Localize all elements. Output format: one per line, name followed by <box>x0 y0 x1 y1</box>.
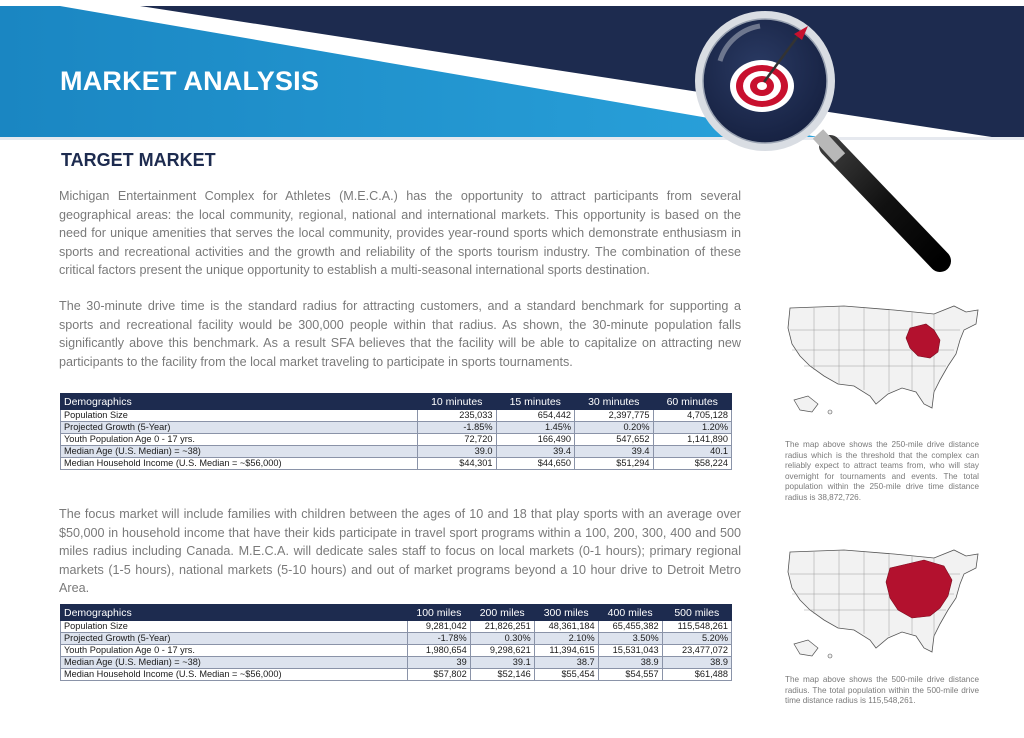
table-row <box>61 633 732 645</box>
column-header: 60 minutes <box>653 394 732 410</box>
table-cell: 2.10% <box>534 633 598 645</box>
table-row <box>61 657 732 669</box>
row-label: Population Size <box>61 410 418 422</box>
table-row <box>61 410 732 422</box>
table-cell: 15,531,043 <box>598 645 662 657</box>
table-cell: 9,298,621 <box>470 645 534 657</box>
row-label: Median Household Income (U.S. Median = ~$56,000) <box>61 458 418 470</box>
table-cell: 1.45% <box>496 422 575 434</box>
table-cell: 547,652 <box>575 434 654 446</box>
table-row <box>61 458 732 470</box>
column-header: 100 miles <box>408 605 471 621</box>
page-title: MARKET ANALYSIS <box>60 66 320 96</box>
table-cell: 40.1 <box>653 446 732 458</box>
table-cell: 4,705,128 <box>653 410 732 422</box>
table-cell: 65,455,382 <box>598 621 662 633</box>
table-row <box>61 645 732 657</box>
drive-time-paragraph: The 30-minute drive time is the standard radius for attracting customers, and a standard benchmark for supporting a sports and recreational facility would be 300,000 people within that radius. As shown, the 30-minute population falls significantly above this benchmark. As a result SFA believes that the facility will be able to capitalize on attracting new participants to the facility from the local market traveling to participate in sports tournaments. <box>59 299 741 369</box>
table-cell: $55,454 <box>534 669 598 681</box>
table-cell: $44,301 <box>418 458 497 470</box>
table-cell: $61,488 <box>662 669 731 681</box>
focus-market-paragraph: The focus market will include families with children between the ages of 10 and 18 that play sports with an average over $50,000 in household income that have their kids participate in travel sport programs within a 100, 200, 300, 400 and 500 miles radius including Canada. M.E.C.A. will dedicate sales staff to focus on local markets (0-1 hours); primary regional markets (1-5 hours), national markets (5-10 hours) and out of market programs beyond a 10 hour drive to Detroit Metro Area. <box>59 507 741 596</box>
table-row <box>61 621 732 633</box>
table-cell: 3.50% <box>598 633 662 645</box>
table-cell: $57,802 <box>408 669 471 681</box>
table-cell: 38.9 <box>598 657 662 669</box>
row-label: Projected Growth (5-Year) <box>61 633 408 645</box>
row-label: Median Age (U.S. Median) = ~38) <box>61 446 418 458</box>
table-cell: 72,720 <box>418 434 497 446</box>
table-cell: 654,442 <box>496 410 575 422</box>
column-header: 10 minutes <box>418 394 497 410</box>
column-header: 15 minutes <box>496 394 575 410</box>
table-header-row <box>61 605 732 621</box>
table-cell: 0.30% <box>470 633 534 645</box>
table-cell: 39.4 <box>575 446 654 458</box>
table-row <box>61 434 732 446</box>
column-header: 500 miles <box>662 605 731 621</box>
map-250-caption: The map above shows the 250-mile drive distance radius which is the threshold that the complex can reliably expect to attract teams from, who will stay overnight for tournaments and events. The total population within the 250-mile drive time distance radius is 38,872,726. <box>785 440 979 502</box>
table-cell: 38.9 <box>662 657 731 669</box>
table-cell: $52,146 <box>470 669 534 681</box>
demographics-miles-table <box>60 604 732 681</box>
table-cell: 23,477,072 <box>662 645 731 657</box>
row-label: Median Age (U.S. Median) = ~38) <box>61 657 408 669</box>
column-header: Demographics <box>61 394 418 410</box>
table-cell: 1.20% <box>653 422 732 434</box>
table-cell: 0.20% <box>575 422 654 434</box>
row-label: Population Size <box>61 621 408 633</box>
table-cell: 9,281,042 <box>408 621 471 633</box>
column-header: 200 miles <box>470 605 534 621</box>
table-cell: 39.4 <box>496 446 575 458</box>
table-cell: $44,650 <box>496 458 575 470</box>
table-cell: 21,826,251 <box>470 621 534 633</box>
section-title: TARGET MARKET <box>61 150 216 170</box>
table-cell: 11,394,615 <box>534 645 598 657</box>
column-header: 300 miles <box>534 605 598 621</box>
table-cell: -1.78% <box>408 633 471 645</box>
table-cell: 38.7 <box>534 657 598 669</box>
column-header: Demographics <box>61 605 408 621</box>
table-cell: 115,548,261 <box>662 621 731 633</box>
table-cell: -1.85% <box>418 422 497 434</box>
row-label: Youth Population Age 0 - 17 yrs. <box>61 645 408 657</box>
table-cell: 166,490 <box>496 434 575 446</box>
column-header: 30 minutes <box>575 394 654 410</box>
intro-paragraph: Michigan Entertainment Complex for Athletes (M.E.C.A.) has the opportunity to attract participants from several geographical areas: the local community, regional, national and international markets. This opportunity is based on the need for unique amenities that serves the local community, provides year-round sports which demonstrate enthusiasm in sports and recreational activities and the growth and reliability of the sports tourism industry. The combination of these critical factors present the unique opportunity to establish a multi-seasonal international sports destination. <box>59 189 741 278</box>
table-cell: 1,980,654 <box>408 645 471 657</box>
table-cell: 48,361,184 <box>534 621 598 633</box>
table-header-row <box>61 394 732 410</box>
row-label: Projected Growth (5-Year) <box>61 422 418 434</box>
table-cell: $54,557 <box>598 669 662 681</box>
table-cell: 39.1 <box>470 657 534 669</box>
map-500-caption: The map above shows the 500-mile drive distance radius. The total population within the 500-mile drive time distance radius is 115,548,261. <box>785 675 979 705</box>
table-row <box>61 446 732 458</box>
table-cell: 2,397,775 <box>575 410 654 422</box>
table-cell: 39.0 <box>418 446 497 458</box>
row-label: Youth Population Age 0 - 17 yrs. <box>61 434 418 446</box>
usa-map-icon <box>784 544 984 669</box>
table-cell: $51,294 <box>575 458 654 470</box>
usa-map-icon <box>784 300 984 425</box>
table-cell: $58,224 <box>653 458 732 470</box>
table-cell: 39 <box>408 657 471 669</box>
table-cell: 5.20% <box>662 633 731 645</box>
table-cell: 1,141,890 <box>653 434 732 446</box>
table-cell: 235,033 <box>418 410 497 422</box>
demographics-minutes-table <box>60 393 732 470</box>
column-header: 400 miles <box>598 605 662 621</box>
table-row <box>61 669 732 681</box>
row-label: Median Household Income (U.S. Median = ~$56,000) <box>61 669 408 681</box>
table-row <box>61 422 732 434</box>
